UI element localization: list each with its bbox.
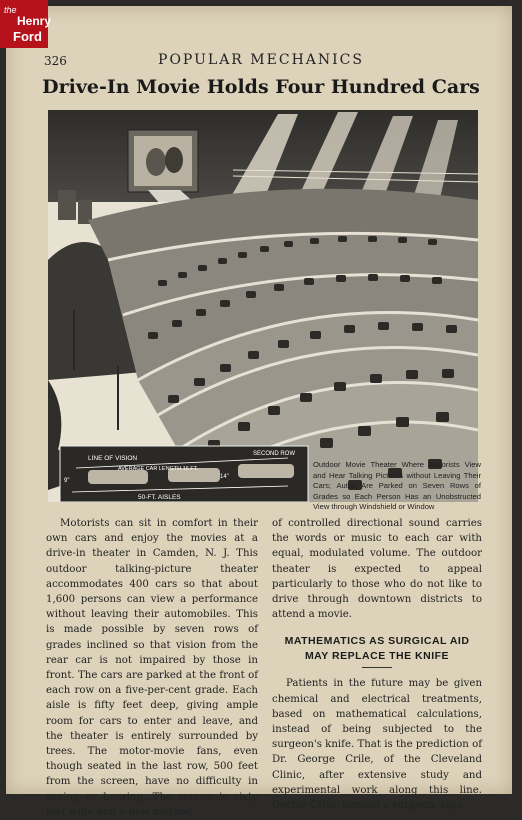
label-fourteen-inch: 14" xyxy=(220,474,229,480)
article-column-1 xyxy=(46,516,258,820)
label-line-of-vision: LINE OF VISION xyxy=(88,455,138,462)
inset-car xyxy=(88,470,148,484)
subhead-rule xyxy=(362,667,392,668)
henry-ford-logo xyxy=(0,0,52,48)
label-aisles: 50-FT. AISLES xyxy=(138,494,181,501)
running-head: POPULAR MECHANICS xyxy=(158,52,364,68)
section-subhead xyxy=(272,634,482,668)
sightline-inset xyxy=(60,446,308,502)
illustration-caption: Outdoor Movie Theater Where Motorists View and Hear Talking Pictures without Leaving Their Cars; Autos Are Parked on Seven Rows of Grades so Each Person Has an Unobstructed View through Windshield or Window xyxy=(313,460,481,511)
article-column-2 xyxy=(272,516,482,813)
article-paragraph-continued: of controlled directional sound carries the words or music to each car with equal, modulated volume. The outdoor theater is expected to appeal particularly to those who do not like to drive through downtown districts to attend a movie. xyxy=(272,518,482,621)
page-number: 326 xyxy=(44,54,67,68)
screen-figure xyxy=(146,148,166,176)
logo-the: the xyxy=(4,5,17,15)
screen-figure xyxy=(165,147,183,173)
drive-in-illustration xyxy=(48,110,478,502)
article-paragraph: Patients in the future may be given chemical and electrical treatments, based on mathematical calculations, instead of being subjected to the surgeon's knife. That is the prediction of Dr. George Crile, of the Cleveland Clinic, after extensive study and experimental work along this line. Doctor Crile, himself a surgeon, says xyxy=(272,678,482,812)
logo-ford: Ford xyxy=(13,29,42,44)
label-nine-inch: 9" xyxy=(64,478,70,484)
speaker-tower xyxy=(58,190,76,220)
label-second-row: SECOND ROW xyxy=(253,451,295,457)
article-paragraph: Motorists can sit in comfort in their own cars and enjoy the movies at a drive-in theater in Camden, N. J. This outdoor talking-picture theater accommodates 400 cars so that about 1,600 persons can view a performance without leaving their automobiles. This is made possible by seven rows of grades inclined so that vision from the rear car is not impaired by those in front. The cars are parked at the front of each row on a five-per-cent grade. Each aisle is fifty feet deep, giving ample room for cars to enter and leave, and the theater is entirely surrounded by trees. The motor-movie fans, even though seated in the last row, 500 feet from the screen, have no difficulty in seeing or hearing. The screen is sixty feet wide and a new method xyxy=(46,518,258,818)
subhead-text: MATHEMATICS AS SURGICAL AID MAY REPLACE THE KNIFE xyxy=(284,635,470,663)
inset-car xyxy=(238,464,294,478)
label-average-car-length: AVERAGE CAR LENGTH 16 FT. xyxy=(118,466,198,472)
article-headline: Drive-In Movie Holds Four Hundred Cars xyxy=(42,76,480,98)
logo-henry: Henry xyxy=(17,14,52,28)
